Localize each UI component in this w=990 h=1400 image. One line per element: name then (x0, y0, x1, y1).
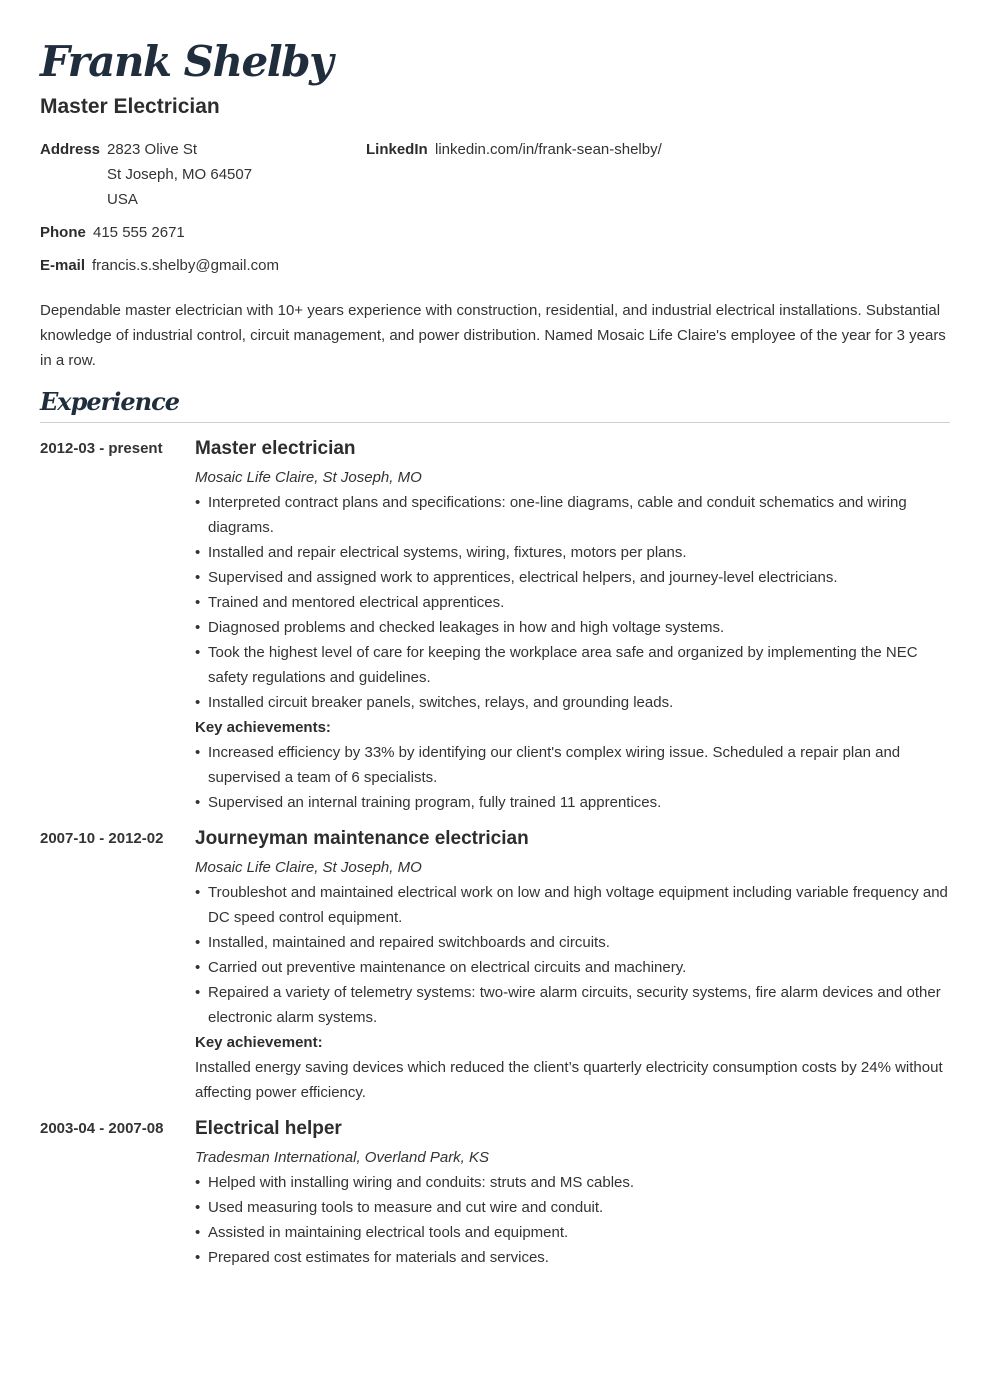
job-duties-list (195, 880, 950, 1030)
job-dates: 2003-04 - 2007-08 (40, 1120, 164, 1137)
list-item: • Interpreted contract plans and specifications: one-line diagrams, cable and conduit schematics and wiring diagrams. (195, 490, 950, 540)
key-achievement-text: Installed energy saving devices which reduced the client’s quarterly electricity consumption costs by 24% without affecting power efficiency. (195, 1059, 943, 1101)
address-line2: St Joseph, MO 64507 (107, 166, 253, 183)
address-line1: 2823 Olive St (107, 141, 198, 158)
linkedin-link[interactable]: linkedin.com/in/frank-sean-shelby/ (435, 141, 662, 158)
job-company: Mosaic Life Claire, St Joseph, MO (195, 469, 422, 486)
address-line3: USA (107, 191, 138, 208)
list-item: • Assisted in maintaining electrical tools and equipment. (195, 1220, 950, 1245)
achievements-list (195, 740, 950, 815)
list-item: • Repaired a variety of telemetry systems: two-wire alarm circuits, security systems, fire alarm devices and other electronic alarm systems. (195, 980, 950, 1030)
job-role: Electrical helper (195, 1118, 342, 1139)
list-item: • Took the highest level of care for keeping the workplace area safe and organized by implementing the NEC safety regulations and guidelines. (195, 640, 950, 690)
list-item: • Increased efficiency by 33% by identifying our client's complex wiring issue. Scheduled a repair plan and supervised a team of 6 specialists. (195, 740, 950, 790)
job-duties-list (195, 1170, 950, 1270)
job-dates: 2012-03 - present (40, 440, 163, 457)
list-item: • Diagnosed problems and checked leakages in how and high voltage systems. (195, 615, 950, 640)
key-achievement-label: Key achievement: (195, 1034, 323, 1051)
list-item: • Installed and repair electrical systems, wiring, fixtures, motors per plans. (195, 540, 950, 565)
candidate-name: Frank Shelby (40, 37, 332, 86)
job-body (195, 1116, 950, 1270)
list-item: • Supervised an internal training program, fully trained 11 apprentices. (195, 790, 950, 815)
linkedin-label: LinkedIn (366, 141, 428, 158)
section-divider (40, 422, 950, 423)
list-item: • Installed, maintained and repaired switchboards and circuits. (195, 930, 950, 955)
list-item: • Helped with installing wiring and conduits: struts and MS cables. (195, 1170, 950, 1195)
list-item: • Troubleshot and maintained electrical work on low and high voltage equipment including variable frequency and DC speed control equipment. (195, 880, 950, 930)
list-item: • Installed circuit breaker panels, switches, relays, and grounding leads. (195, 690, 950, 715)
list-item: • Carried out preventive maintenance on electrical circuits and machinery. (195, 955, 950, 980)
job-duties-list (195, 490, 950, 715)
job-body (195, 436, 950, 815)
job-dates: 2007-10 - 2012-02 (40, 830, 164, 847)
address-label: Address (40, 141, 101, 158)
list-item: • Trained and mentored electrical apprentices. (195, 590, 950, 615)
job-role: Journeyman maintenance electrician (195, 828, 529, 849)
professional-summary: Dependable master electrician with 10+ years experience with construction, residential, and industrial electrical installations. Substantial knowledge of industrial control, circuit management, and power distribution. Named Mosaic Life Claire's employee of the year for 3 years in a row. (40, 302, 946, 369)
experience-section-title: Experience (40, 387, 180, 416)
job-company: Mosaic Life Claire, St Joseph, MO (195, 859, 422, 876)
job-title: Master Electrician (40, 95, 220, 118)
job-role: Master electrician (195, 438, 356, 459)
key-achievements-label: Key achievements: (195, 719, 331, 736)
email-label: E-mail (40, 257, 86, 274)
list-item: • Supervised and assigned work to apprentices, electrical helpers, and journey-level electricians. (195, 565, 950, 590)
phone-value: 415 555 2671 (93, 224, 185, 241)
email-link[interactable]: francis.s.shelby@gmail.com (92, 257, 279, 274)
list-item: • Prepared cost estimates for materials and services. (195, 1245, 950, 1270)
phone-label: Phone (40, 224, 86, 241)
job-body (195, 826, 950, 1105)
list-item: • Used measuring tools to measure and cut wire and conduit. (195, 1195, 950, 1220)
job-company: Tradesman International, Overland Park, KS (195, 1149, 490, 1166)
